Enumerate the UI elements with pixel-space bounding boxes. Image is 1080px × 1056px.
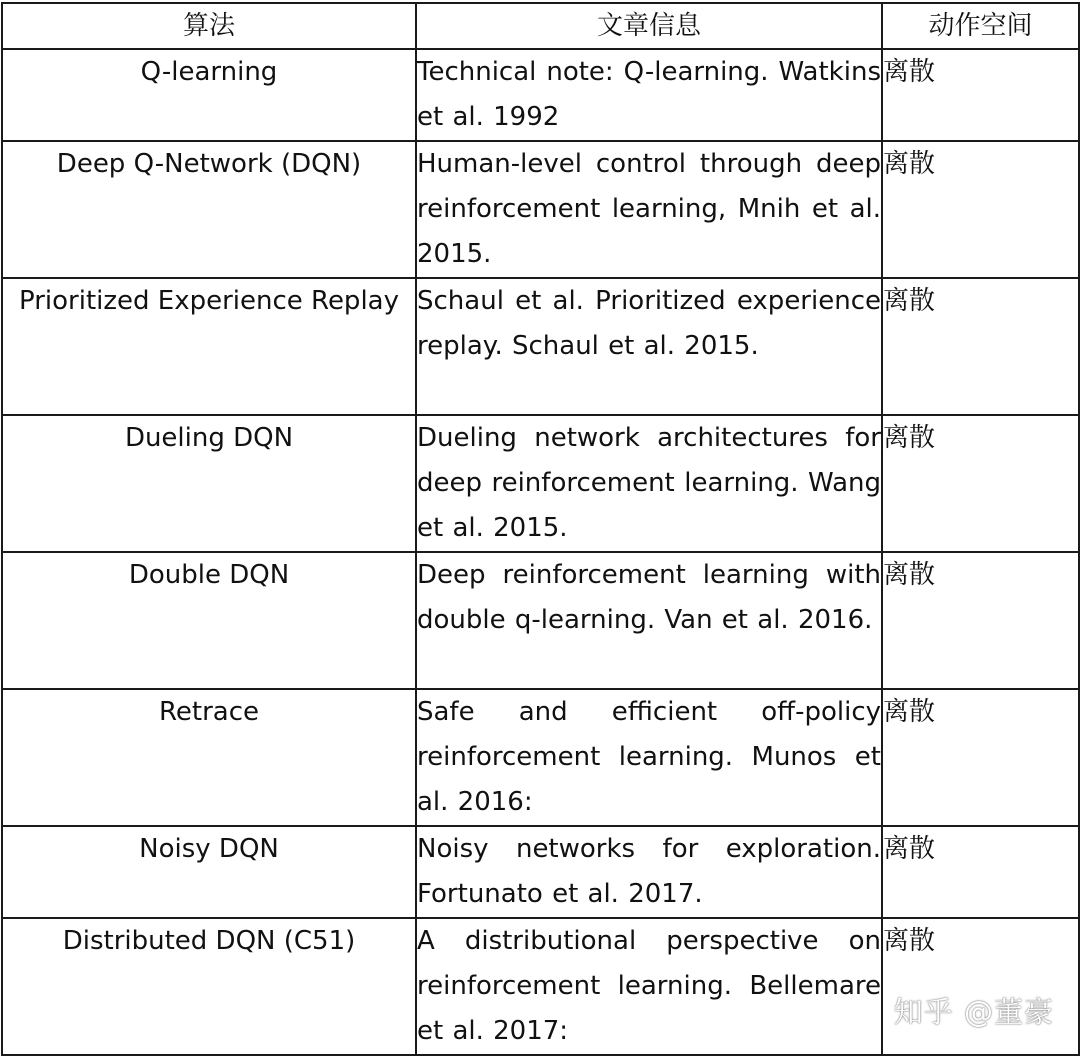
table-row (2, 552, 1079, 689)
paper-cell: Noisy networks for exploration. Fortunato et al. 2017. (416, 826, 882, 918)
action-space-cell: 离散 (882, 826, 1079, 918)
table-row (2, 918, 1079, 1055)
action-space-cell: 离散 (882, 415, 1079, 552)
watermark: 知乎 @董豪 (893, 995, 1054, 1029)
algorithm-cell: Retrace (2, 689, 416, 826)
table-row (2, 49, 1079, 141)
paper-cell: Schaul et al. Prioritized experience replay. Schaul et al. 2015. (416, 278, 882, 415)
paper-cell: Technical note: Q-learning. Watkins et al. 1992 (416, 49, 882, 141)
action-space-cell: 离散 (882, 141, 1079, 278)
table-row (2, 141, 1079, 278)
paper-cell: Deep reinforcement learning with double q-learning. Van et al. 2016. (416, 552, 882, 689)
algorithm-cell: Noisy DQN (2, 826, 416, 918)
header-paper: 文章信息 (416, 3, 882, 49)
table-header (2, 3, 1079, 49)
table-body (2, 49, 1079, 1055)
paper-cell: A distributional perspective on reinforcement learning. Bellemare et al. 2017: (416, 918, 882, 1055)
action-space-cell: 离散 (882, 278, 1079, 415)
header-row (2, 3, 1079, 49)
table-row (2, 826, 1079, 918)
algorithm-cell: Prioritized Experience Replay (2, 278, 416, 415)
action-space-cell: 离散 (882, 49, 1079, 141)
table-row (2, 689, 1079, 826)
paper-cell: Dueling network architectures for deep reinforcement learning. Wang et al. 2015. (416, 415, 882, 552)
paper-cell: Safe and efficient off-policy reinforcement learning. Munos et al. 2016: (416, 689, 882, 826)
algorithm-cell: Q-learning (2, 49, 416, 141)
algorithm-cell: Deep Q-Network (DQN) (2, 141, 416, 278)
paper-cell: Human-level control through deep reinforcement learning, Mnih et al. 2015. (416, 141, 882, 278)
header-action-space: 动作空间 (882, 3, 1079, 49)
table-row (2, 415, 1079, 552)
header-algorithm: 算法 (2, 3, 416, 49)
algorithm-table (1, 2, 1080, 1056)
algorithm-cell: Double DQN (2, 552, 416, 689)
table-row (2, 278, 1079, 415)
algorithm-cell: Dueling DQN (2, 415, 416, 552)
action-space-cell: 离散 (882, 918, 1079, 1055)
action-space-cell: 离散 (882, 552, 1079, 689)
algorithm-cell: Distributed DQN (C51) (2, 918, 416, 1055)
action-space-cell: 离散 (882, 689, 1079, 826)
